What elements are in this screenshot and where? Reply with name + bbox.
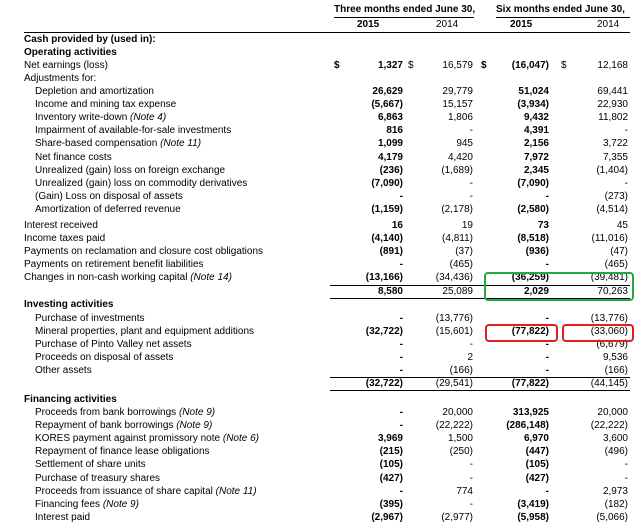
row-value-col3: 7,355 — [602, 151, 628, 163]
row-value-col3: (6,679) — [596, 339, 628, 350]
statement-title-row — [0, 33, 640, 46]
row-value-col2: (5,958) — [517, 511, 549, 523]
row-value-col3: (5,066) — [596, 511, 628, 523]
header-six-months: Six months ended June 30, — [496, 4, 625, 15]
row-value-col1: (465) — [449, 259, 473, 271]
net-earnings-3m-2015: 1,327 — [377, 60, 403, 71]
operating-total-3m-2014: 25,089 — [442, 286, 473, 297]
header-six-months-rule — [496, 17, 630, 18]
row-label-text: Amortization of deferred revenue — [35, 203, 181, 215]
row-value-col1: 4,420 — [447, 151, 473, 163]
row-label-text: Other assets — [35, 365, 92, 376]
operating-adjustment-row — [0, 164, 640, 177]
row-label — [24, 219, 98, 232]
operating-heading-row — [0, 46, 640, 59]
row-value-col3: - — [624, 125, 628, 137]
financing-row — [0, 432, 640, 445]
row-label-text: Interest paid — [35, 511, 91, 523]
row-label — [35, 177, 247, 190]
row-label — [35, 406, 215, 419]
financing-row — [0, 498, 640, 511]
investing-total-6m-2015: (77,822) — [511, 378, 549, 389]
row-value-col3: (4,514) — [596, 203, 628, 215]
row-label-text: Proceeds on disposal of assets — [35, 352, 174, 363]
financing-heading-row — [0, 393, 640, 406]
investing-row — [0, 351, 640, 364]
row-value-col2: 2,156 — [523, 138, 549, 150]
red-highlight-box — [562, 324, 634, 342]
row-value-col1: (37) — [455, 246, 473, 258]
operating-row — [0, 258, 640, 271]
row-value-col1: - — [469, 190, 473, 202]
row-value-col3: 3,722 — [602, 138, 628, 150]
operating-adjustment-row — [0, 203, 640, 216]
row-value-col2: (936) — [525, 246, 549, 258]
row-value-col0: (395) — [379, 498, 403, 510]
operating-adjustment-row — [0, 85, 640, 98]
row-value-col1: (13,776) — [435, 313, 473, 324]
row-value-col0: - — [399, 313, 403, 324]
row-value-col1: 29,779 — [442, 86, 473, 97]
row-value-col2: - — [545, 352, 549, 363]
net-earnings-row — [0, 59, 640, 72]
row-value-col0: - — [399, 420, 403, 432]
row-value-col3: - — [624, 472, 628, 484]
row-value-col3: (22,222) — [590, 420, 628, 432]
operating-total-6m-2014: 70,263 — [597, 286, 628, 297]
row-note-reference: (Note 6) — [222, 433, 259, 445]
investing-total-6m-2014: (44,145) — [590, 378, 628, 389]
row-value-col0: 816 — [386, 125, 403, 137]
row-value-col1: (4,811) — [442, 233, 473, 245]
operating-adjustment-row — [0, 190, 640, 203]
row-label-text: Interest received — [24, 220, 98, 231]
row-value-col3: 20,000 — [597, 407, 628, 418]
operating-adjustment-row — [0, 98, 640, 111]
row-value-col3: (182) — [604, 498, 628, 510]
row-value-col3: (47) — [610, 246, 628, 258]
row-value-col1: (34,436) — [435, 272, 473, 284]
investing-row — [0, 364, 640, 377]
row-label-text: Depletion and amortization — [35, 86, 154, 97]
row-value-col2: (447) — [525, 446, 549, 458]
row-label — [35, 445, 210, 458]
financing-row — [0, 485, 640, 498]
investing-heading: Investing activities — [24, 299, 114, 310]
green-highlight-box — [484, 272, 634, 301]
row-label — [35, 472, 160, 485]
row-value-col2: (105) — [525, 459, 549, 471]
row-value-col3: (166) — [604, 365, 628, 376]
currency-symbol: $ — [561, 60, 567, 71]
row-value-col2: - — [545, 190, 549, 202]
row-value-col3: (496) — [604, 446, 628, 458]
row-value-col0: (891) — [379, 246, 403, 258]
row-value-col0: 26,629 — [372, 86, 403, 97]
row-label — [35, 458, 146, 471]
row-label-text: Repayment of bank borrowings — [35, 420, 177, 432]
row-value-col3: 2,973 — [602, 485, 628, 497]
row-value-col1: - — [469, 472, 473, 484]
header-three-months-rule — [334, 17, 474, 18]
row-value-col2: - — [545, 485, 549, 497]
row-value-col0: 4,179 — [377, 151, 403, 163]
row-value-col0: - — [399, 352, 403, 363]
row-value-col0: - — [399, 365, 403, 376]
header-year-2014-six: 2014 — [597, 19, 620, 30]
row-value-col2: 7,972 — [523, 151, 549, 163]
row-value-col2: - — [545, 313, 549, 324]
row-value-col0: (236) — [379, 164, 403, 176]
row-value-col2: (36,259) — [511, 272, 549, 284]
row-value-col2: (8,518) — [517, 233, 549, 245]
row-label-text: KORES payment against promissory note — [35, 433, 223, 445]
row-value-col0: 16 — [391, 220, 403, 231]
row-label-text: Changes in non-cash working capital — [24, 272, 191, 284]
row-label — [35, 164, 225, 177]
row-label-text: Impairment of available-for-sale investments — [35, 125, 232, 137]
row-label — [35, 498, 139, 511]
row-label — [24, 245, 263, 258]
header-year-2015-three: 2015 — [357, 19, 380, 30]
row-value-col1: (15,601) — [435, 326, 473, 337]
row-value-col1: (2,977) — [441, 511, 473, 523]
row-value-col1: (166) — [449, 365, 473, 376]
row-value-col2: 6,970 — [523, 433, 549, 445]
row-label — [35, 312, 145, 325]
net-earnings-label: Net earnings (loss) — [24, 60, 108, 71]
row-value-col0: (1,159) — [371, 203, 403, 215]
row-value-col2: (2,580) — [517, 203, 549, 215]
row-value-col2: (3,934) — [517, 99, 549, 111]
row-value-col1: - — [469, 498, 473, 510]
currency-symbol: $ — [481, 60, 487, 71]
row-value-col1: 15,157 — [442, 99, 473, 111]
row-label-text: Proceeds from bank borrowings — [35, 407, 179, 418]
row-value-col1: - — [469, 339, 473, 350]
row-label — [35, 338, 192, 351]
row-value-col0: - — [399, 190, 403, 202]
row-value-col3: - — [624, 177, 628, 189]
row-value-col3: (273) — [604, 190, 628, 202]
row-label-text: Payments on reclamation and closure cost obligations — [24, 246, 264, 258]
row-value-col0: - — [399, 259, 403, 271]
row-value-col0: (4,140) — [371, 233, 403, 245]
row-label — [35, 511, 90, 524]
row-label-text: Purchase of investments — [35, 313, 145, 324]
row-value-col3: 45 — [616, 220, 628, 231]
row-value-col0: 6,863 — [377, 112, 403, 124]
row-label-text: Net finance costs — [35, 151, 112, 163]
row-value-col3: (1,404) — [596, 164, 628, 176]
row-value-col0: 3,969 — [377, 433, 403, 445]
row-value-col3: (13,776) — [590, 313, 628, 324]
operating-total-3m-2015: 8,580 — [377, 286, 403, 297]
row-label — [35, 190, 183, 203]
red-highlight-box — [485, 324, 558, 342]
adjustments-row — [0, 72, 640, 85]
operating-adjustment-row — [0, 111, 640, 124]
operating-row — [0, 245, 640, 258]
row-value-col1: 1,806 — [447, 112, 473, 124]
row-value-col2: (77,822) — [511, 326, 549, 337]
row-note-reference: (Note 4) — [130, 112, 167, 124]
adjustments-label: Adjustments for: — [24, 73, 97, 84]
row-label — [24, 258, 204, 271]
row-label-text: Proceeds from issuance of share capital — [35, 485, 216, 497]
row-label — [35, 137, 201, 150]
currency-symbol: $ — [408, 60, 414, 71]
row-value-col0: (2,967) — [371, 511, 403, 523]
row-label — [35, 98, 176, 111]
row-value-col1: 19 — [461, 220, 473, 231]
operating-adjustment-row — [0, 177, 640, 190]
row-value-col1: 2 — [467, 352, 473, 363]
row-note-reference: (Note 14) — [190, 272, 232, 284]
row-value-col3: - — [624, 459, 628, 471]
row-label-text: Purchase of Pinto Valley net assets — [35, 339, 192, 350]
row-value-col3: 11,802 — [598, 112, 628, 124]
row-note-reference: (Note 11) — [215, 485, 257, 497]
row-value-col1: - — [469, 125, 473, 137]
financing-row — [0, 472, 640, 485]
row-label-text: Repayment of finance lease obligations — [35, 446, 210, 458]
net-earnings-3m-2014: 16,579 — [442, 60, 473, 71]
row-label-text: (Gain) Loss on disposal of assets — [35, 190, 183, 202]
investing-total-3m-2014: (29,541) — [435, 378, 473, 389]
row-value-col2: 313,925 — [512, 407, 549, 418]
row-value-col1: (1,689) — [441, 164, 473, 176]
row-value-col3: (11,016) — [591, 233, 628, 245]
operating-heading: Operating activities — [24, 47, 117, 58]
row-value-col0: - — [399, 485, 403, 497]
header-year-2015-six: 2015 — [510, 19, 533, 30]
row-value-col1: - — [469, 459, 473, 471]
row-note-reference: (Note 9) — [176, 420, 213, 432]
operating-row — [0, 219, 640, 232]
row-label-text: Financing fees — [35, 498, 103, 510]
row-label-text: Unrealized (gain) loss on commodity derivatives — [35, 177, 248, 189]
header-three-months: Three months ended June 30, — [334, 4, 476, 15]
row-label-text: Income taxes paid — [24, 233, 106, 245]
row-note-reference: (Note 11) — [160, 138, 202, 150]
row-value-col1: 774 — [456, 485, 473, 497]
investing-total-row — [0, 377, 640, 390]
row-label — [35, 203, 181, 216]
financing-heading: Financing activities — [24, 394, 117, 405]
row-value-col1: 20,000 — [442, 407, 473, 418]
row-value-col2: (286,148) — [506, 420, 549, 432]
row-value-col2: 2,345 — [523, 164, 549, 176]
row-label — [24, 271, 232, 284]
row-value-col0: (105) — [379, 459, 403, 471]
financing-row — [0, 406, 640, 419]
row-value-col0: (32,722) — [365, 326, 403, 337]
row-value-col2: 51,024 — [518, 86, 549, 97]
row-value-col3: (465) — [604, 259, 628, 271]
row-label — [35, 485, 257, 498]
row-value-col1: 945 — [456, 138, 473, 150]
row-value-col2: 73 — [537, 220, 549, 231]
row-label-text: Payments on retirement benefit liabilities — [24, 259, 204, 271]
row-value-col2: (427) — [525, 472, 549, 484]
operating-total-6m-2015: 2,029 — [523, 286, 549, 297]
row-label-text: Share-based compensation — [35, 138, 161, 150]
operating-row — [0, 232, 640, 245]
row-note-reference: (Note 9) — [102, 498, 139, 510]
row-value-col2: - — [545, 339, 549, 350]
row-label — [35, 124, 231, 137]
statement-title: Cash provided by (used in): — [24, 34, 156, 45]
operating-adjustment-row — [0, 124, 640, 137]
row-value-col0: 1,099 — [377, 138, 403, 150]
row-label — [35, 364, 92, 377]
row-label-text: Purchase of treasury shares — [35, 472, 161, 484]
row-label-text: Unrealized (gain) loss on foreign exchange — [35, 164, 226, 176]
row-label — [35, 111, 166, 124]
row-label-text: Inventory write-down — [35, 112, 131, 124]
investing-total-rule — [330, 390, 630, 391]
row-value-col1: - — [469, 177, 473, 189]
row-label — [35, 325, 254, 338]
row-value-col3: 9,536 — [602, 352, 628, 363]
operating-adjustment-row — [0, 137, 640, 150]
row-value-col1: (250) — [449, 446, 473, 458]
row-value-col2: - — [545, 259, 549, 271]
row-value-col0: (427) — [379, 472, 403, 484]
currency-symbol: $ — [334, 60, 340, 71]
row-value-col2: (7,090) — [517, 177, 549, 189]
operating-adjustment-row — [0, 151, 640, 164]
row-label-text: Settlement of share units — [35, 459, 146, 471]
row-value-col3: 3,600 — [602, 433, 628, 445]
row-value-col1: 1,500 — [447, 433, 473, 445]
row-value-col0: - — [399, 339, 403, 350]
row-label — [35, 432, 259, 445]
row-value-col2: (3,419) — [517, 498, 549, 510]
row-label-text: Mineral properties, plant and equipment additions — [35, 326, 255, 337]
row-note-reference: (Note 9) — [178, 407, 216, 418]
row-value-col0: - — [399, 407, 403, 418]
row-label-text: Income and mining tax expense — [35, 99, 177, 111]
row-label — [35, 85, 154, 98]
row-value-col0: (7,090) — [371, 177, 403, 189]
row-value-col3: (39,481) — [590, 272, 628, 284]
header-year-2014-three: 2014 — [436, 19, 459, 30]
row-value-col3: 22,930 — [597, 99, 628, 111]
row-label — [35, 351, 173, 364]
row-value-col0: (13,166) — [365, 272, 403, 284]
investing-total-3m-2015: (32,722) — [365, 378, 403, 389]
row-value-col2: 4,391 — [523, 125, 549, 137]
row-value-col3: 69,441 — [597, 86, 628, 97]
financing-row — [0, 419, 640, 432]
row-value-col3: (33,060) — [590, 326, 628, 337]
row-label — [35, 151, 112, 164]
row-value-col2: 9,432 — [523, 112, 549, 124]
row-label — [24, 232, 105, 245]
row-label — [35, 419, 212, 432]
net-earnings-6m-2014: 12,168 — [597, 60, 628, 71]
row-value-col0: (215) — [379, 446, 403, 458]
financing-row — [0, 458, 640, 471]
row-value-col1: (22,222) — [435, 420, 473, 432]
financing-row — [0, 511, 640, 524]
financing-row — [0, 445, 640, 458]
net-earnings-6m-2015: (16,047) — [511, 60, 549, 71]
row-value-col1: (2,178) — [441, 203, 473, 215]
row-value-col2: - — [545, 365, 549, 376]
row-value-col0: (5,667) — [371, 99, 403, 111]
